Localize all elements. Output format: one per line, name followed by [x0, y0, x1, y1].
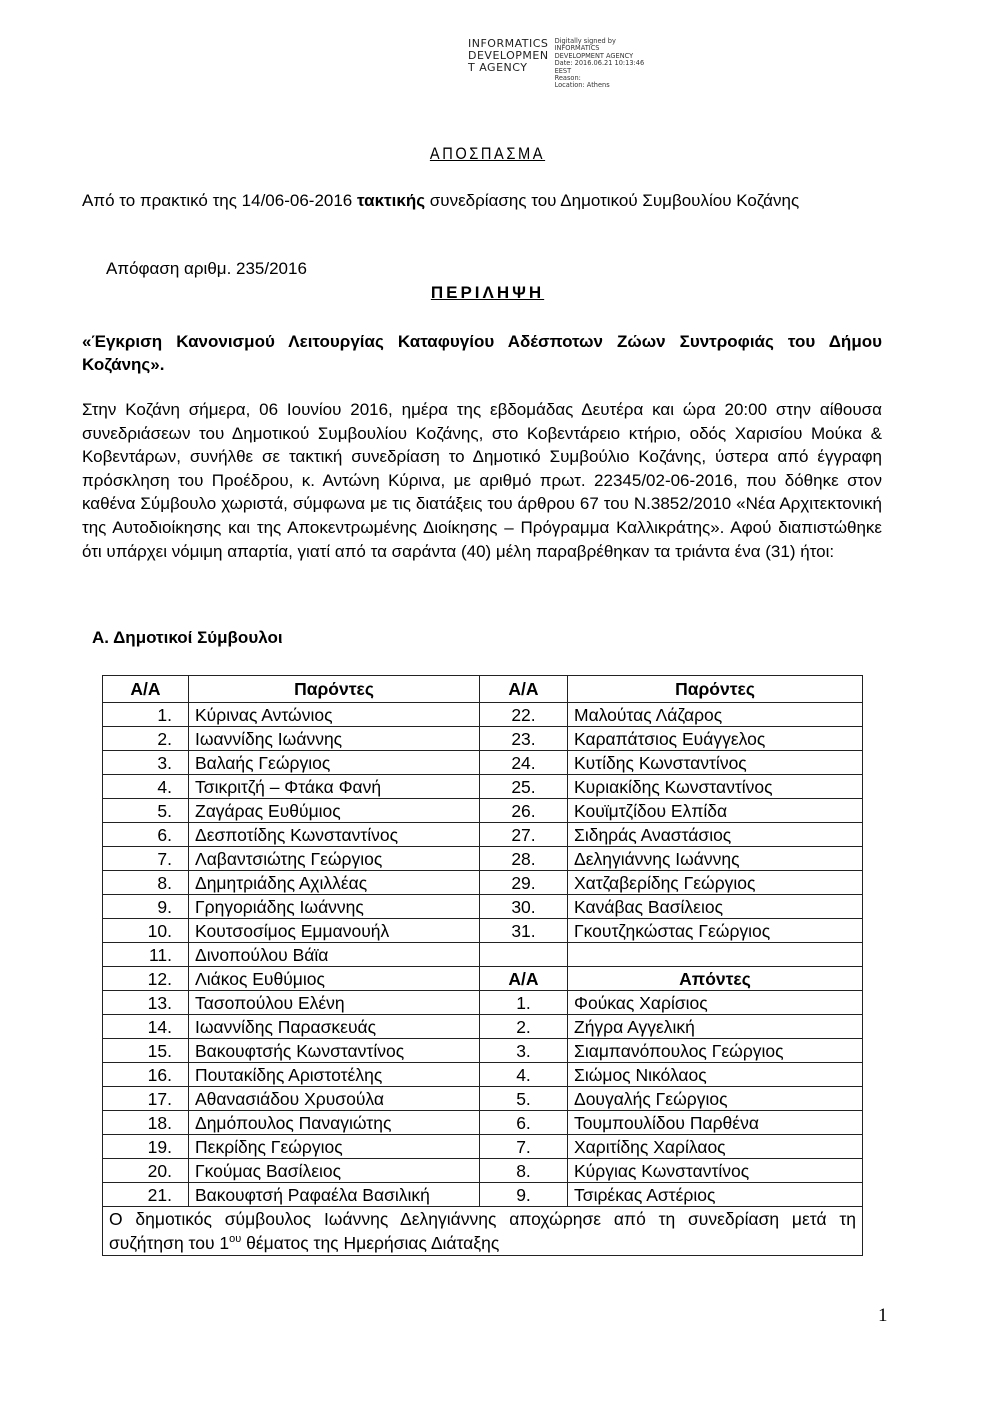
member-name-cell: Τσικριτζή – Φτάκα Φανή — [189, 775, 480, 799]
table-row — [103, 1087, 863, 1111]
member-name-cell: Χαριτίδης Χαρίλαος — [568, 1135, 863, 1159]
member-name-cell: Αθανασιάδου Χρυσούλα — [189, 1087, 480, 1111]
member-name-cell: Πουτακίδης Αριστοτέλης — [189, 1063, 480, 1087]
signature-detail-line: Reason: — [554, 74, 581, 83]
digital-signature — [468, 38, 644, 90]
table-row — [103, 775, 863, 799]
signer-name-line: INFORMATICS — [468, 37, 549, 50]
member-name-cell: Φούκας Χαρίσιος — [568, 991, 863, 1015]
row-number-cell: 7. — [103, 847, 189, 871]
row-number-cell: 16. — [103, 1063, 189, 1087]
table-row — [103, 895, 863, 919]
member-name-cell: Βαλαής Γεώργιος — [189, 751, 480, 775]
member-name-cell: Γκούμας Βασίλειος — [189, 1159, 480, 1183]
row-number-cell: 5. — [480, 1087, 568, 1111]
row-number-cell: 4. — [103, 775, 189, 799]
table-row — [103, 1159, 863, 1183]
row-number-cell: 28. — [480, 847, 568, 871]
signature-detail-line: EEST — [554, 66, 572, 75]
signer-name-line: T AGENCY — [468, 61, 528, 74]
member-name-cell: Μαλούτας Λάζαρος — [568, 703, 863, 727]
signature-detail-line: Date: 2016.06.21 10:13:46 — [554, 59, 645, 68]
member-name-cell: Λιάκος Ευθύμιος — [189, 967, 480, 991]
table-row — [103, 703, 863, 727]
member-name-cell: Γρηγοριάδης Ιωάννης — [189, 895, 480, 919]
row-number-cell: 17. — [103, 1087, 189, 1111]
note-text: Ο δημοτικός σύμβουλος Ιωάννης Δεληγιάννης αποχώρησε από τη συνεδρίαση μετά τη συζήτηση του 1 — [109, 1209, 856, 1253]
row-number-cell: 1. — [103, 703, 189, 727]
body-paragraph: Στην Κοζάνη σήμερα, 06 Ιουνίου 2016, ημέρα της εβδομάδας Δευτέρα και ώρα 20:00 στην αίθουσα συνεδριάσεων του Δημοτικού Συμβουλίου Κοζάνης, στο Κοβεντάρειο κτήριο, οδός Χαρισίου Μούκα & Κοβεντάρων, συνήλθε σε τακτική συνεδρίαση το Δημοτικό Συμβούλιο Κοζάνης, ύστερα από έγγραφη πρόσκληση του Προέδρου, κ. Αντώνη Κύρινα, με αριθμό πρωτ. 22345/02-06-2016, που δόθηκε στον καθένα Σύμβουλο χωριστά, σύμφωνα με τις διατάξεις του άρθρου 67 του Ν.3852/2010 «Νέα Αρχιτεκτονική της Αυτοδιοίκησης και της Αποκεντρωμένης Διοίκησης – Πρόγραμμα Καλλικράτης». Αφού διαπιστώθηκε ότι υπάρχει νόμιμη απαρτία, γιατί από τα σαράντα (40) μέλη παραβρέθηκαν τα τριάντα ένα (31) ήτοι: — [82, 400, 882, 561]
member-name-cell: Δινοπούλου Βάϊα — [189, 943, 480, 967]
note-superscript: ου — [229, 1233, 242, 1245]
table-row — [103, 799, 863, 823]
member-name-cell: Ζήγρα Αγγελική — [568, 1015, 863, 1039]
subject-heading: «Έγκριση Κανονισμού Λειτουργίας Καταφυγίου Αδέσποτων Ζώων Συντροφιάς του Δήμου Κοζάνης». — [82, 332, 882, 374]
member-name-cell: Δεσποτίδης Κωνσταντίνος — [189, 823, 480, 847]
row-number-cell: 25. — [480, 775, 568, 799]
signer-name — [468, 38, 549, 90]
member-name-cell: Τασοπούλου Ελένη — [189, 991, 480, 1015]
intro-bold-text: τακτικής — [357, 191, 426, 210]
document-title: ΑΠΟΣΠΑΣΜΑ — [429, 144, 546, 163]
table-row — [103, 847, 863, 871]
note-text: θέματος της Ημερήσιας Διάταξης — [241, 1233, 500, 1253]
row-number-cell: 8. — [480, 1159, 568, 1183]
signature-detail-line: INFORMATICS — [554, 44, 600, 53]
row-number-cell: 26. — [480, 799, 568, 823]
member-name-cell: Σιαμπανόπουλος Γεώργιος — [568, 1039, 863, 1063]
member-name-cell: Σιδηράς Αναστάσιος — [568, 823, 863, 847]
section-heading: Α. Δημοτικοί Σύμβουλοι — [92, 628, 283, 647]
table-row — [103, 943, 863, 967]
member-name-cell: Δημητριάδης Αχιλλέας — [189, 871, 480, 895]
signature-detail-line: Digitally signed by — [554, 37, 616, 45]
member-name-cell: Τσιρέκας Αστέριος — [568, 1183, 863, 1207]
row-number-cell: 2. — [103, 727, 189, 751]
member-name-cell: Ζαγάρας Ευθύμιος — [189, 799, 480, 823]
member-name-cell: Κύργιας Κωνσταντίνος — [568, 1159, 863, 1183]
withdrawal-note — [103, 1207, 863, 1256]
member-name-cell: Δημόπουλος Παναγιώτης — [189, 1111, 480, 1135]
row-number-cell: 5. — [103, 799, 189, 823]
row-number-cell: 18. — [103, 1111, 189, 1135]
table-row — [103, 751, 863, 775]
council-attendance-table — [102, 675, 863, 1256]
row-number-cell: 2. — [480, 1015, 568, 1039]
member-name-cell: Κυτίδης Κωνσταντίνος — [568, 751, 863, 775]
decision-number: Απόφαση αριθμ. 235/2016 — [106, 259, 307, 278]
table-row — [103, 871, 863, 895]
row-number-cell: 22. — [480, 703, 568, 727]
table-row — [103, 991, 863, 1015]
member-name-cell: Απόντες — [568, 967, 863, 991]
member-name-cell: Κουτσοσίμος Εμμανουήλ — [189, 919, 480, 943]
member-name-cell — [568, 943, 863, 967]
signature-detail-line: DEVELOPMENT AGENCY — [554, 51, 634, 60]
column-header: Α/Α — [480, 676, 568, 703]
member-name-cell: Κουϊμτζίδου Ελπίδα — [568, 799, 863, 823]
row-number-cell: 3. — [103, 751, 189, 775]
row-number-cell: 27. — [480, 823, 568, 847]
row-number-cell: 14. — [103, 1015, 189, 1039]
row-number-cell: 21. — [103, 1183, 189, 1207]
member-name-cell: Καραπάτσιος Ευάγγελος — [568, 727, 863, 751]
table-row — [103, 1015, 863, 1039]
summary-title: ΠΕΡΙΛΗΨΗ — [430, 283, 545, 302]
note-row — [103, 1207, 863, 1256]
row-number-cell: 9. — [480, 1183, 568, 1207]
member-name-cell: Δουγαλής Γεώργιος — [568, 1087, 863, 1111]
row-number-cell: 24. — [480, 751, 568, 775]
table-row — [103, 727, 863, 751]
row-number-cell: Α/Α — [480, 967, 568, 991]
row-number-cell: 12. — [103, 967, 189, 991]
member-name-cell: Γκουτζηκώστας Γεώργιος — [568, 919, 863, 943]
page-number: 1 — [878, 1305, 888, 1326]
member-name-cell: Σιώμος Νικόλαος — [568, 1063, 863, 1087]
member-name-cell: Πεκρίδης Γεώργιος — [189, 1135, 480, 1159]
row-number-cell: 19. — [103, 1135, 189, 1159]
member-name-cell: Δεληγιάννης Ιωάννης — [568, 847, 863, 871]
signature-details — [555, 38, 645, 90]
table-row — [103, 967, 863, 991]
row-number-cell: 6. — [480, 1111, 568, 1135]
signature-detail-line: Location: Athens — [554, 81, 610, 90]
table-row — [103, 1063, 863, 1087]
table-row — [103, 1135, 863, 1159]
column-header: Παρόντες — [568, 676, 863, 703]
row-number-cell: 1. — [480, 991, 568, 1015]
member-name-cell: Κυριακίδης Κωνσταντίνος — [568, 775, 863, 799]
member-name-cell: Βακουφτσής Κωνσταντίνος — [189, 1039, 480, 1063]
row-number-cell: 6. — [103, 823, 189, 847]
row-number-cell — [480, 943, 568, 967]
member-name-cell: Χατζαβερίδης Γεώργιος — [568, 871, 863, 895]
table-row — [103, 1111, 863, 1135]
row-number-cell: 15. — [103, 1039, 189, 1063]
row-number-cell: 13. — [103, 991, 189, 1015]
row-number-cell: 3. — [480, 1039, 568, 1063]
member-name-cell: Ιωαννίδης Ιωάννης — [189, 727, 480, 751]
row-number-cell: 11. — [103, 943, 189, 967]
row-number-cell: 30. — [480, 895, 568, 919]
row-number-cell: 23. — [480, 727, 568, 751]
intro-text: Από το πρακτικό της 14/06-06-2016 — [82, 191, 357, 210]
row-number-cell: 20. — [103, 1159, 189, 1183]
row-number-cell: 29. — [480, 871, 568, 895]
member-name-cell: Λαβαντσιώτης Γεώργιος — [189, 847, 480, 871]
row-number-cell: 31. — [480, 919, 568, 943]
member-name-cell: Βακουφτσή Ραφαέλα Βασιλική — [189, 1183, 480, 1207]
table-row — [103, 1183, 863, 1207]
table-row — [103, 823, 863, 847]
column-header: Α/Α — [103, 676, 189, 703]
intro-paragraph — [82, 189, 892, 213]
table-header-row — [103, 676, 863, 703]
signer-name-line: DEVELOPMEN — [468, 49, 549, 62]
table-row — [103, 919, 863, 943]
row-number-cell: 10. — [103, 919, 189, 943]
intro-text: συνεδρίασης του Δημοτικού Συμβουλίου Κοζάνης — [425, 191, 800, 210]
row-number-cell: 7. — [480, 1135, 568, 1159]
member-name-cell: Ιωαννίδης Παρασκευάς — [189, 1015, 480, 1039]
member-name-cell: Κύρινας Αντώνιος — [189, 703, 480, 727]
table-row — [103, 1039, 863, 1063]
row-number-cell: 9. — [103, 895, 189, 919]
member-name-cell: Κανάβας Βασίλειος — [568, 895, 863, 919]
row-number-cell: 4. — [480, 1063, 568, 1087]
row-number-cell: 8. — [103, 871, 189, 895]
column-header: Παρόντες — [189, 676, 480, 703]
member-name-cell: Τουμπουλίδου Παρθένα — [568, 1111, 863, 1135]
